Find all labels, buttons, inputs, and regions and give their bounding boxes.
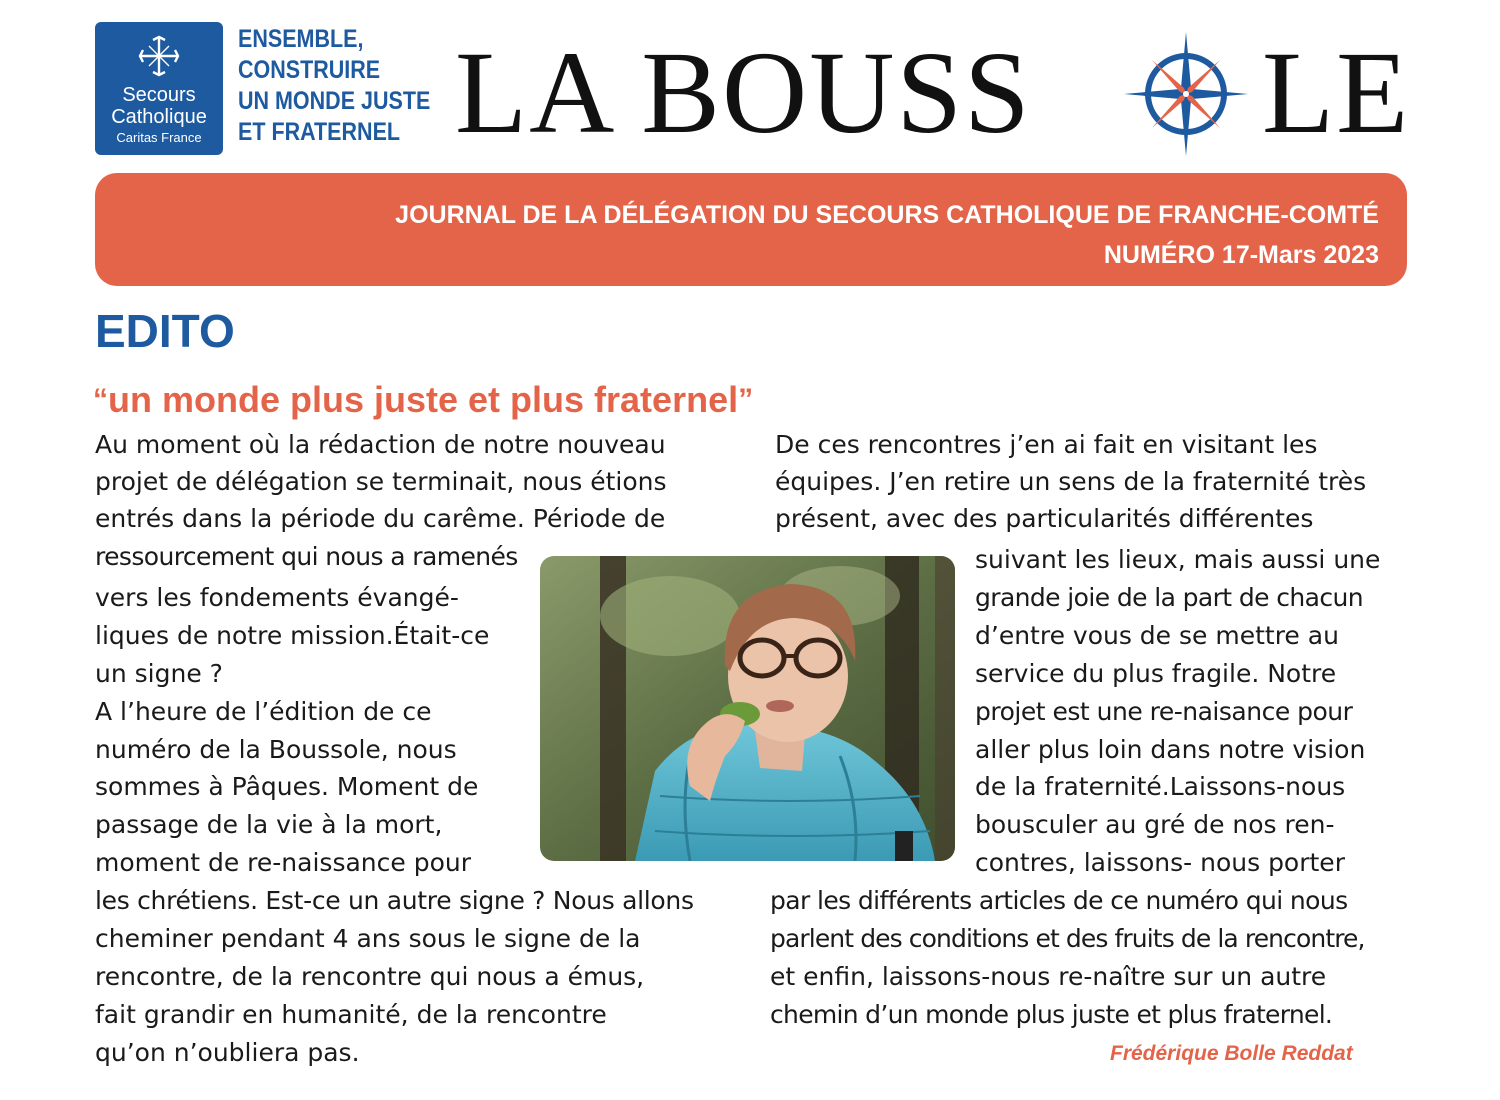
text-line: présent, avec des particularités différentes <box>775 504 1314 533</box>
tagline-line: ET FRATERNEL <box>238 118 401 146</box>
text-line: grande joie de la part de chacun <box>975 583 1363 612</box>
text-line: contres, laissons- nous porter <box>975 848 1345 877</box>
secours-catholique-logo <box>95 22 223 155</box>
text-line: qu’on n’oubliera pas. <box>95 1038 360 1067</box>
author-signature: Frédérique Bolle Reddat <box>1110 1042 1353 1065</box>
text-line: entrés dans la période du carême. Période de <box>95 504 666 533</box>
tagline-line: CONSTRUIRE <box>238 56 381 84</box>
issue-number: NUMÉRO 17-Mars 2023 <box>1103 241 1379 269</box>
text-line: passage de la vie à la mort, <box>95 810 443 839</box>
tagline <box>238 24 431 148</box>
cross-icon <box>137 34 181 78</box>
logo-line-2: Catholique <box>111 106 207 128</box>
text-line: vers les fondements évangé- <box>95 583 459 612</box>
text-line: d’entre vous de se mettre au <box>975 621 1339 650</box>
text-line: par les différents articles de ce numéro qui nous <box>770 886 1348 915</box>
text-line: rencontre, de la rencontre qui nous a émus, <box>95 962 645 991</box>
masthead-title-start: LA BOUSS <box>455 27 1032 158</box>
text-line: ressourcement qui nous a ramenés <box>95 542 518 571</box>
text-line: les chrétiens. Est-ce un autre signe ? Nous allons <box>95 886 694 915</box>
text-line: moment de re-naissance pour <box>95 848 471 877</box>
text-line: De ces rencontres j’en ai fait en visitant les <box>775 430 1318 459</box>
text-line: cheminer pendant 4 ans sous le signe de la <box>95 924 641 953</box>
text-line: et enfin, laissons-nous re-naître sur un autre <box>770 962 1327 991</box>
compass-rose-icon <box>1122 30 1250 158</box>
text-line: projet de délégation se terminait, nous étions <box>95 467 667 496</box>
banner-title: JOURNAL DE LA DÉLÉGATION DU SECOURS CATHOLIQUE DE FRANCHE-COMTÉ <box>395 201 1379 229</box>
text-line: parlent des conditions et des fruits de la rencontre, <box>770 924 1365 953</box>
text-line: Au moment où la rédaction de notre nouveau <box>95 430 666 459</box>
text-line: service du plus fragile. Notre <box>975 659 1337 688</box>
text-line: chemin d’un monde plus juste et plus fraternel. <box>770 1000 1333 1029</box>
text-line: un signe ? <box>95 659 223 688</box>
text-line: équipes. J’en retire un sens de la fraternité très <box>775 467 1367 496</box>
open-quote: “ <box>93 383 108 416</box>
logo-line-1: Secours <box>122 84 196 106</box>
text-line: de la fraternité.Laissons-nous <box>975 772 1346 801</box>
text-line: liques de notre mission.Était-ce <box>95 621 490 650</box>
section-title: EDITO <box>95 305 235 357</box>
portrait-photo <box>540 556 955 861</box>
text-line: numéro de la Boussole, nous <box>95 735 457 764</box>
text-line: A l’heure de l’édition de ce <box>95 697 432 726</box>
close-quote: ” <box>738 383 754 416</box>
journal-banner <box>95 173 1407 286</box>
text-line: aller plus loin dans notre vision <box>975 735 1366 764</box>
text-line: fait grandir en humanité, de la rencontre <box>95 1000 607 1029</box>
text-line: suivant les lieux, mais aussi une <box>975 545 1381 574</box>
masthead-title-end: LE <box>1262 27 1411 158</box>
logo-line-3: Caritas France <box>116 130 202 145</box>
headline-text: un monde plus juste et plus fraternel <box>108 379 739 420</box>
text-line: bousculer au gré de nos ren- <box>975 810 1335 839</box>
text-line: sommes à Pâques. Moment de <box>95 772 479 801</box>
tagline-line: ENSEMBLE, <box>238 25 364 53</box>
edito-headline <box>93 378 753 422</box>
text-line: projet est une re-naisance pour <box>975 697 1353 726</box>
tagline-line: UN MONDE JUSTE <box>238 87 431 115</box>
